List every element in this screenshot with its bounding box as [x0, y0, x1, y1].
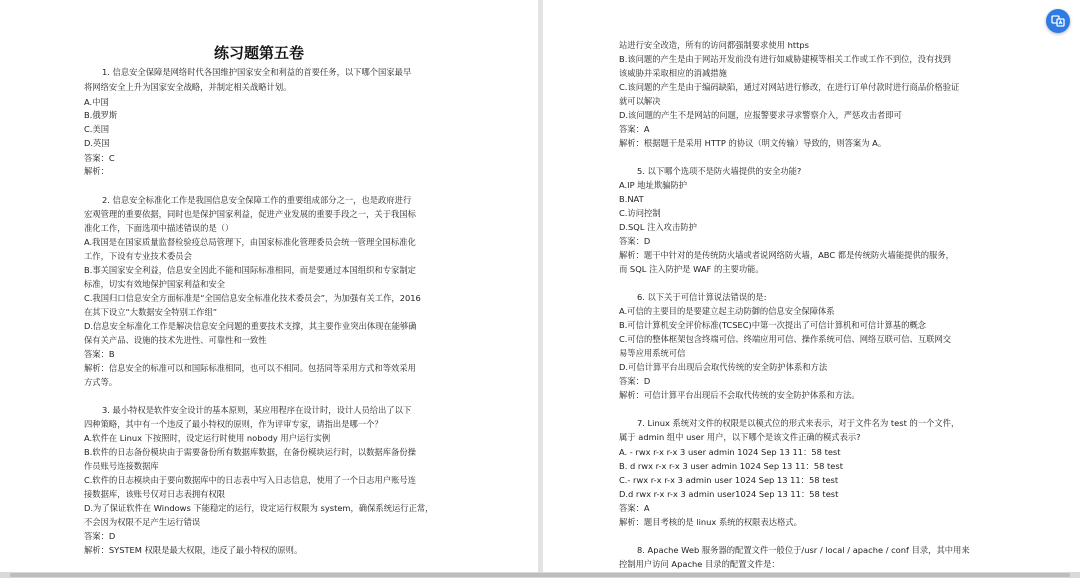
option-c: C.- rwx r-x r-x 3 admin user 1024 Sep 13 11：58 test — [619, 475, 839, 485]
answer: 答案：A — [619, 124, 650, 134]
text-line: 8. Apache Web 服务器的配置文件一般位于/usr / local / apache / conf 目录，其中用来 — [637, 545, 970, 555]
text-line: 接数据库，该账号仅对日志表拥有权限 — [84, 489, 226, 499]
option-c: C.美国 — [84, 124, 110, 134]
text-line: 保有关产品、设施的技术先进性、可靠性和一致性 — [84, 335, 267, 345]
option-b: B. d rwx r-x r-x 3 user admin 1024 Sep 13 11：58 test — [619, 461, 843, 471]
option-c: C.可信的整体框架包含终端可信、终端应用可信、操作系统可信、网络互联可信、互联网交 — [619, 334, 952, 344]
text-line: 该威胁并采取相应的消减措施 — [619, 68, 727, 78]
explanation: 解析：可信计算平台出现后不会取代传统的安全防护体系和方法。 — [619, 390, 860, 400]
option-a: A.软件在 Linux 下按照时，设定运行时使用 nobody 用户运行实例 — [84, 433, 331, 443]
scrollbar-thumb[interactable] — [10, 573, 1070, 577]
text-line: 不会因为权限不足产生运行错误 — [84, 517, 201, 527]
option-d: D.英国 — [84, 138, 110, 148]
answer: 答案：A — [619, 503, 650, 513]
text-line: 站进行安全改造，所有的访问都强制要求使用 https — [619, 40, 809, 50]
text-line: 方式等。 — [84, 377, 118, 387]
option-a: A.我国是在国家质量监督检验疫总局管理下，由国家标准化管理委员会统一管理全国标准化 — [84, 237, 416, 247]
option-d: D.可信计算平台出现后会取代传统的安全防护体系和方法 — [619, 362, 828, 372]
option-d: D.为了保证软件在 Windows 下能稳定的运行，设定运行权限为 system，确保系统运行正常， — [84, 503, 434, 513]
answer: 答案：D — [84, 531, 116, 541]
option-b: B.软件的日志备份模块由于需要备份所有数据库数据，在备份模块运行时，以数据库备份操 — [84, 447, 416, 457]
option-a: A.中国 — [84, 97, 109, 107]
option-d: D.SQL 注入攻击防护 — [619, 222, 697, 232]
text-line: 标准，切实有效地保护国家利益和安全 — [84, 279, 226, 289]
option-c: C.我国归口信息安全方面标准是“全国信息安全标准化技术委员会”，为加强有关工作，2016 — [84, 293, 421, 303]
option-b: B.NAT — [619, 194, 644, 204]
text-line: 6. 以下关于可信计算说法错误的是: — [637, 292, 767, 302]
translate-button[interactable] — [1046, 9, 1070, 33]
option-c: C.软件的日志模块由于要向数据库中的日志表中写入日志信息，使用了一个日志用户账号连 — [84, 475, 417, 485]
text-line: 控制用户访问 Apache 目录的配置文件是： — [619, 559, 780, 569]
text-line: 5. 以下哪个选项不是防火墙提供的安全功能? — [637, 166, 802, 176]
document-page-left — [0, 0, 538, 572]
explanation: 解析：题目考核的是 linux 系统的权限表达格式。 — [619, 517, 802, 527]
text-line: 在其下设立“大数据安全特别工作组” — [84, 307, 218, 317]
option-c: C.访问控制 — [619, 208, 661, 218]
page-title: 练习题第五卷 — [213, 44, 304, 62]
text-line: 1. 信息安全保障是网络时代各国维护国家安全和利益的首要任务，以下哪个国家最早 — [102, 67, 412, 77]
option-d: D.d rwx r-x r-x 3 admin user1024 Sep 13 11：58 test — [619, 489, 839, 499]
answer: 答案：C — [84, 153, 115, 163]
text-line: 宏观管理的重要依据，同时也是保护国家利益，促进产业发展的重要手段之一，关于我国标 — [84, 209, 416, 219]
text-line: 准化工作，下面选项中描述错误的是（） — [84, 223, 234, 233]
answer: 答案：D — [619, 236, 651, 246]
text-line: 3. 最小特权是软件安全设计的基本原则，某应用程序在设计时，设计人员给出了以下 — [102, 405, 412, 415]
option-b: B.俄罗斯 — [84, 110, 118, 120]
option-b: B.可信计算机安全评价标准(TCSEC)中第一次提出了可信计算机和可信计算基的概念 — [619, 320, 926, 330]
text-line: 四种策略，其中有一个违反了最小特权的原则，作为评审专家，请指出是哪一个？ — [84, 419, 383, 429]
translate-icon — [1051, 14, 1065, 28]
text-line: 就可以解决 — [619, 96, 661, 106]
answer: 答案：B — [84, 349, 115, 359]
explanation: 解析： — [84, 166, 109, 176]
option-b: B.该问题的产生是由于网站开发前没有进行如威胁建模等相关工作或工作不到位，没有找到 — [619, 54, 951, 64]
option-a: A.IP 地址欺骗防护 — [619, 180, 688, 190]
text-line: 属于 admin 组中 user 用户，以下哪个是该文件正确的模式表示? — [619, 432, 861, 442]
text-line: 而 SQL 注入防护是 WAF 的主要功能。 — [619, 264, 764, 274]
text-line: 将网络安全上升为国家安全战略，并制定相关战略计划。 — [84, 82, 292, 92]
explanation: 解析：题干中针对的是传统防火墙或者说网络防火墙，ABC 都是传统防火墙能提供的服务， — [619, 250, 954, 260]
horizontal-scrollbar[interactable] — [0, 572, 1080, 578]
text-line: 工作，下设有专业技术委员会 — [84, 251, 192, 261]
option-c: C.该问题的产生是由于编码缺陷，通过对网站进行修改，在进行订单付款时进行商品价格验证 — [619, 82, 960, 92]
explanation: 解析：根据题干是采用 HTTP 的协议（明文传输）导致的，则答案为 A。 — [619, 138, 887, 148]
option-d: D.信息安全标准化工作是解决信息安全问题的重要技术支撑，其主要作业突出体现在能够确 — [84, 321, 417, 331]
explanation: 解析：SYSTEM 权限是最大权限，违反了最小特权的原则。 — [84, 545, 303, 555]
option-a: A.可信的主要目的是要建立起主动防御的信息安全保障体系 — [619, 306, 835, 316]
option-b: B.事关国家安全利益，信息安全因此不能和国际标准相同，而是要通过本国组织和专家制定 — [84, 265, 416, 275]
document-page-right — [543, 0, 1080, 572]
text-line: 2. 信息安全标准化工作是我国信息安全保障工作的重要组成部分之一，也是政府进行 — [102, 195, 412, 205]
text-line: 易等应用系统可信 — [619, 348, 686, 358]
explanation: 解析：信息安全的标准可以和国际标准相同，也可以不相同。包括同等采用方式和等效采用 — [84, 363, 416, 373]
option-a: A. - rwx r-x r-x 3 user admin 1024 Sep 13 11：58 test — [619, 447, 841, 457]
option-d: D.该问题的产生不是网站的问题，应报警要求寻求警察介入，严惩攻击者即可 — [619, 110, 902, 120]
text-line: 7. Linux 系统对文件的权限是以模式位的形式来表示，对于文件名为 test 的一个文件， — [637, 418, 960, 428]
answer: 答案：D — [619, 376, 651, 386]
text-line: 作员账号连接数据库 — [84, 461, 159, 471]
